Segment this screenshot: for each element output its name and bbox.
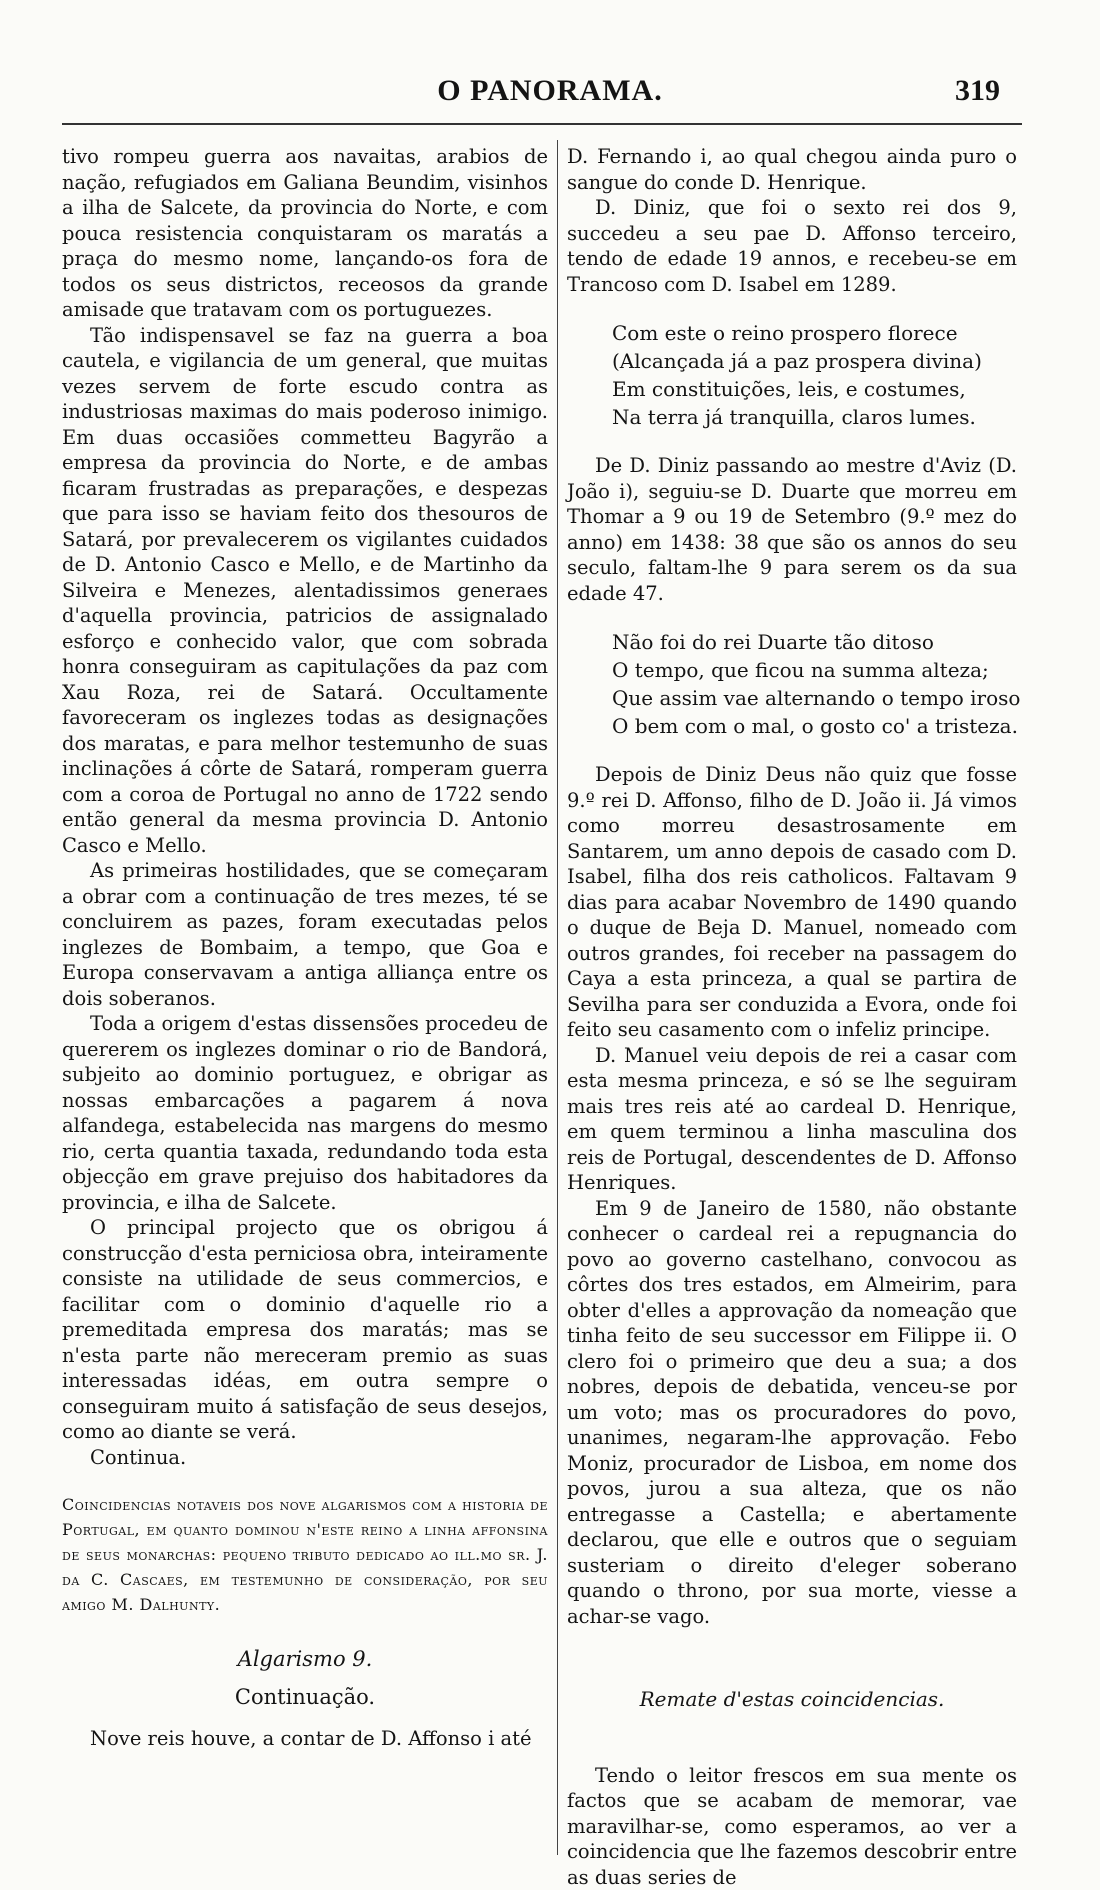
page-number: 319	[955, 74, 1000, 108]
left-paragraph-5: O principal projecto que os obrigou á construcção d'esta perniciosa obra, inteiramente consiste na utilidade de seus commercios, e facilitar com o dominio d'aquelle rio a premeditada empresa dos maratás; mas se n'esta parte não mereceram premio as suas interessadas idéas, em outra sempre o conseguiram muito á satisfação de seus desejos, como ao diante se verá.	[62, 1215, 548, 1445]
poem-stanza-2	[612, 628, 1017, 740]
right-column	[567, 144, 1017, 1890]
right-paragraph-4: Depois de Diniz Deus não quiz que fosse 9.º rei D. Affonso, filho de D. João ii. Já vimos como morreu desastrosamente em Santarem, um anno depois de casado com D. Isabel, filha dos reis catholicos. Faltavam 9 dias para acabar Novembro de 1490 quando o duque de Beja D. Manuel, nomeado com outros grandes, foi receber na passagem do Caya a esta princeza, a qual se partira de Sevilha para ser conduzida a Evora, onde foi feito seu casamento com o infeliz principe.	[567, 762, 1017, 1043]
poem-line: O bem com o mal, o gosto co' a tristeza.	[612, 712, 1017, 740]
left-paragraph-2: Tão indispensavel se faz na guerra a boa cautela, e vigilancia de um general, que muitas vezes servem de forte escudo contra as industriosas maximas do mais poderoso inimigo. Em duas occasiões commetteu Bagyrão a empresa da provincia do Norte, e de ambas ficaram frustradas as preparações, e despezas que para isso se haviam feito dos thesouros de Satará, por prevalecerem os vigilantes cuidados de D. Antonio Casco e Mello, e de Martinho da Silveira e Menezes, alentadissimos generaes d'aquella provincia, patricios de assignalado esforço e conhecido valor, que com sobrada honra conseguiram as capitulações da paz com Xau Roza, rei de Satará. Occultamente favoreceram os inglezes todas as designações dos maratas, e para melhor testemunho de suas inclinações á côrte de Satará, romperam guerra com a coroa de Portugal no anno de 1722 sendo então general da mesma provincia D. Antonio Casco e Mello.	[62, 323, 548, 859]
section-heading-algarismo: Algarismo 9.	[62, 1647, 548, 1673]
page-header-title: O PANORAMA.	[0, 74, 1100, 108]
poem-line: Não foi do rei Duarte tão ditoso	[612, 628, 1017, 656]
right-paragraph-2: D. Diniz, que foi o sexto rei dos 9, succedeu a seu pae D. Affonso terceiro, tendo de edade 19 annos, e recebeu-se em Trancoso com D. Isabel em 1289.	[567, 195, 1017, 297]
left-paragraph-6: Nove reis houve, a contar de D. Affonso i até	[62, 1726, 548, 1752]
right-paragraph-7: Tendo o leitor frescos em sua mente os factos que se acabam de memorar, vae maravilhar-se, como esperamos, ao ver a coincidencia que lhe fazemos descobrir entre as duas series de	[567, 1763, 1017, 1890]
left-paragraph-1: tivo rompeu guerra aos navaitas, arabios de nação, refugiados em Galiana Beundim, visinhos a ilha de Salcete, da provincia do Norte, e com pouca resistencia conquistaram os maratás a praça do mesmo nome, lançando-os fora de todos os seus districtos, receosos da grande amisade que tratavam com os portuguezes.	[62, 144, 548, 323]
poem-line: Em constituições, leis, e costumes,	[612, 375, 1017, 403]
header-rule	[62, 123, 1022, 125]
left-paragraph-4: Toda a origem d'estas dissensões procedeu de quererem os inglezes dominar o rio de Bandorá, subjeito ao dominio portuguez, e obrigar as nossas embarcações a pagarem á nova alfandega, estabelecida nas margens do mesmo rio, certa quantia taxada, redundando toda esta objecção em grave prejuiso dos habitadores da provincia, e ilha de Salcete.	[62, 1011, 548, 1215]
article-title: Coincidencias notaveis dos nove algarismos com a historia de Portugal, em quanto dominou n'este reino a linha affonsina de seus monarchas: pequeno tributo dedicado ao ill.mo sr. J. da C. Cascaes, em testemunho de consideração, por seu amigo M. Dalhunty.	[62, 1492, 548, 1617]
right-paragraph-5: D. Manuel veiu depois de rei a casar com esta mesma princeza, e só se lhe seguiram mais tres reis até ao cardeal D. Henrique, em quem terminou a linha masculina dos reis de Portugal, descendentes de D. Affonso Henriques.	[567, 1043, 1017, 1196]
section-heading-remate: Remate d'estas coincidencias.	[567, 1687, 1017, 1713]
column-divider	[557, 140, 558, 1855]
right-paragraph-1: D. Fernando i, ao qual chegou ainda puro o sangue do conde D. Henrique.	[567, 144, 1017, 195]
left-paragraph-3: As primeiras hostilidades, que se começaram a obrar com a continuação de tres mezes, té se concluirem as pazes, foram executadas pelos inglezes de Bombaim, a tempo, que Goa e Europa conservavam a antiga alliança entre os dois soberanos.	[62, 858, 548, 1011]
poem-stanza-1	[612, 319, 1017, 431]
continuacao-label: Continuação.	[62, 1685, 548, 1711]
poem-line: (Alcançada já a paz prospera divina)	[612, 347, 1017, 375]
poem-line: Que assim vae alternando o tempo iroso	[612, 684, 1017, 712]
poem-line: Na terra já tranquilla, claros lumes.	[612, 403, 1017, 431]
right-paragraph-3: De D. Diniz passando ao mestre d'Aviz (D. João i), seguiu-se D. Duarte que morreu em Thomar a 9 ou 19 de Setembro (9.º mez do anno) em 1438: 38 que são os annos do seu seculo, faltam-lhe 9 para serem os da sua edade 47.	[567, 453, 1017, 606]
right-paragraph-6: Em 9 de Janeiro de 1580, não obstante conhecer o cardeal rei a repugnancia do povo ao governo castelhano, convocou as côrtes dos tres estados, em Almeirim, para obter d'elles a approvação da nomeação que tinha feito de seu successor em Filippe ii. O clero foi o primeiro que deu a sua; a dos nobres, depois de debatida, venceu-se por um voto; mas os procuradores do povo, unanimes, negaram-lhe approvação. Febo Moniz, procurador de Lisboa, em nome dos povos, jurou a sua alteza, que os não entregasse a Castella; e abertamente declarou, que elle e outros que o seguiam susteriam o direito d'eleger soberano quando o throno, por sua morte, viesse a achar-se vago.	[567, 1196, 1017, 1630]
left-column	[62, 144, 548, 1752]
poem-line: O tempo, que ficou na summa alteza;	[612, 656, 1017, 684]
continua-label: Continua.	[62, 1445, 548, 1471]
poem-line: Com este o reino prospero florece	[612, 319, 1017, 347]
